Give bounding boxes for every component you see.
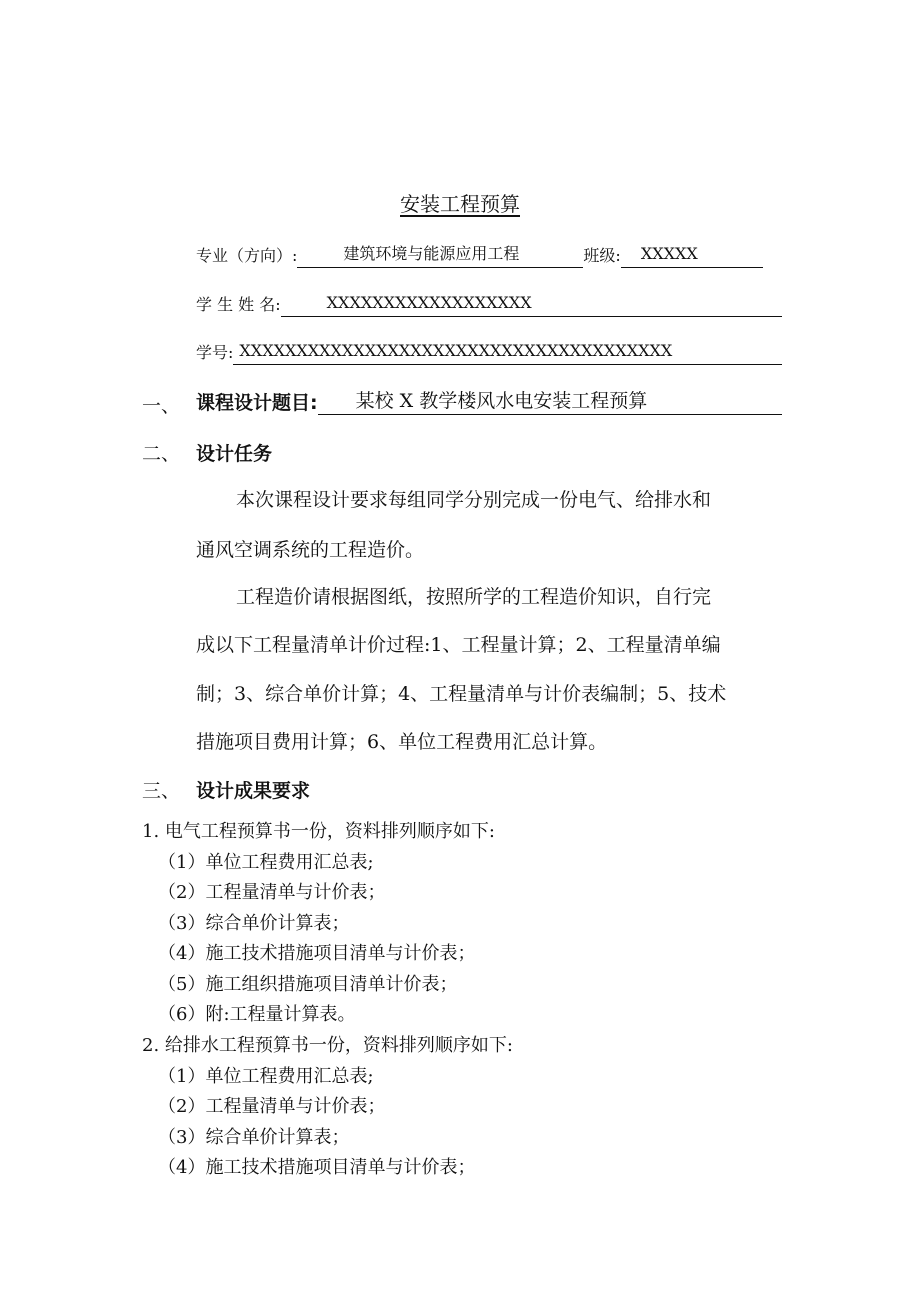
student-name-row [196,293,782,317]
document-title: 安装工程预算 [400,192,520,216]
task-paragraph-2-line-1: 工程造价请根据图纸，按照所学的工程造价知识，自行完 [236,586,712,608]
section-1-heading [196,388,782,415]
course-topic-field [318,389,782,415]
requirement-1-item: （1）单位工程费用汇总表; [158,852,374,873]
requirement-2-item: （4）施工技术措施项目清单与计价表； [158,1157,476,1178]
student-id-label: 学号: [196,343,234,362]
major-value: 建筑环境与能源应用工程 [343,244,520,263]
student-name-value: XXXXXXXXXXXXXXXXXX [326,293,532,312]
requirement-1-item: （5）施工组织措施项目清单计价表； [158,974,458,995]
section-2-number: 二、 [142,443,181,465]
major-row [196,244,782,268]
student-id-value: XXXXXXXXXXXXXXXXXXXXXXXXXXXXXXXXXXXXXX [239,341,673,360]
section-2-title: 设计任务 [196,443,273,465]
requirement-2-item: （3）综合单价计算表； [158,1127,350,1148]
requirement-2-heading: 2. 给排水工程预算书一份，资料排列顺序如下: [142,1035,513,1056]
section-3-title: 设计成果要求 [196,780,311,802]
course-topic-value: 某校 X 教学楼风水电安装工程预算 [355,390,648,412]
class-label: 班级: [583,246,621,265]
requirement-1-heading: 1. 电气工程预算书一份，资料排列顺序如下: [142,821,495,842]
class-value: XXXXX [640,244,698,263]
requirement-1-item: （3）综合单价计算表； [158,913,350,934]
requirement-1-item: （4）施工技术措施项目清单与计价表； [158,943,476,964]
requirement-2-item: （2）工程量清单与计价表； [158,1096,386,1117]
section-3-number: 三、 [142,780,181,802]
student-id-field [233,343,782,365]
task-paragraph-1-line-1: 本次课程设计要求每组同学分别完成一份电气、给排水和 [236,489,712,511]
task-paragraph-2-line-4: 措施项目费用计算；6、单位工程费用汇总计算。 [196,731,608,753]
task-paragraph-1-line-2: 通风空调系统的工程造价。 [196,539,425,561]
student-name-field [281,295,782,317]
student-name-label: 学 生 姓 名: [196,295,281,314]
section-1-title: 课程设计题目: [196,392,318,414]
requirement-1-item: （6）附:工程量计算表。 [158,1004,356,1025]
task-paragraph-2-line-3: 制；3、综合单价计算；4、工程量清单与计价表编制；5、技术 [196,683,727,705]
task-paragraph-2-line-2: 成以下工程量清单计价过程:1、工程量计算；2、工程量清单编 [196,634,721,656]
requirement-1-item: （2）工程量清单与计价表； [158,882,386,903]
class-field [621,246,763,268]
requirement-2-item: （1）单位工程费用汇总表; [158,1066,374,1087]
student-id-row [196,341,782,365]
major-label: 专业（方向）: [196,246,298,265]
section-1-number: 一、 [142,395,181,417]
major-field [297,246,583,268]
